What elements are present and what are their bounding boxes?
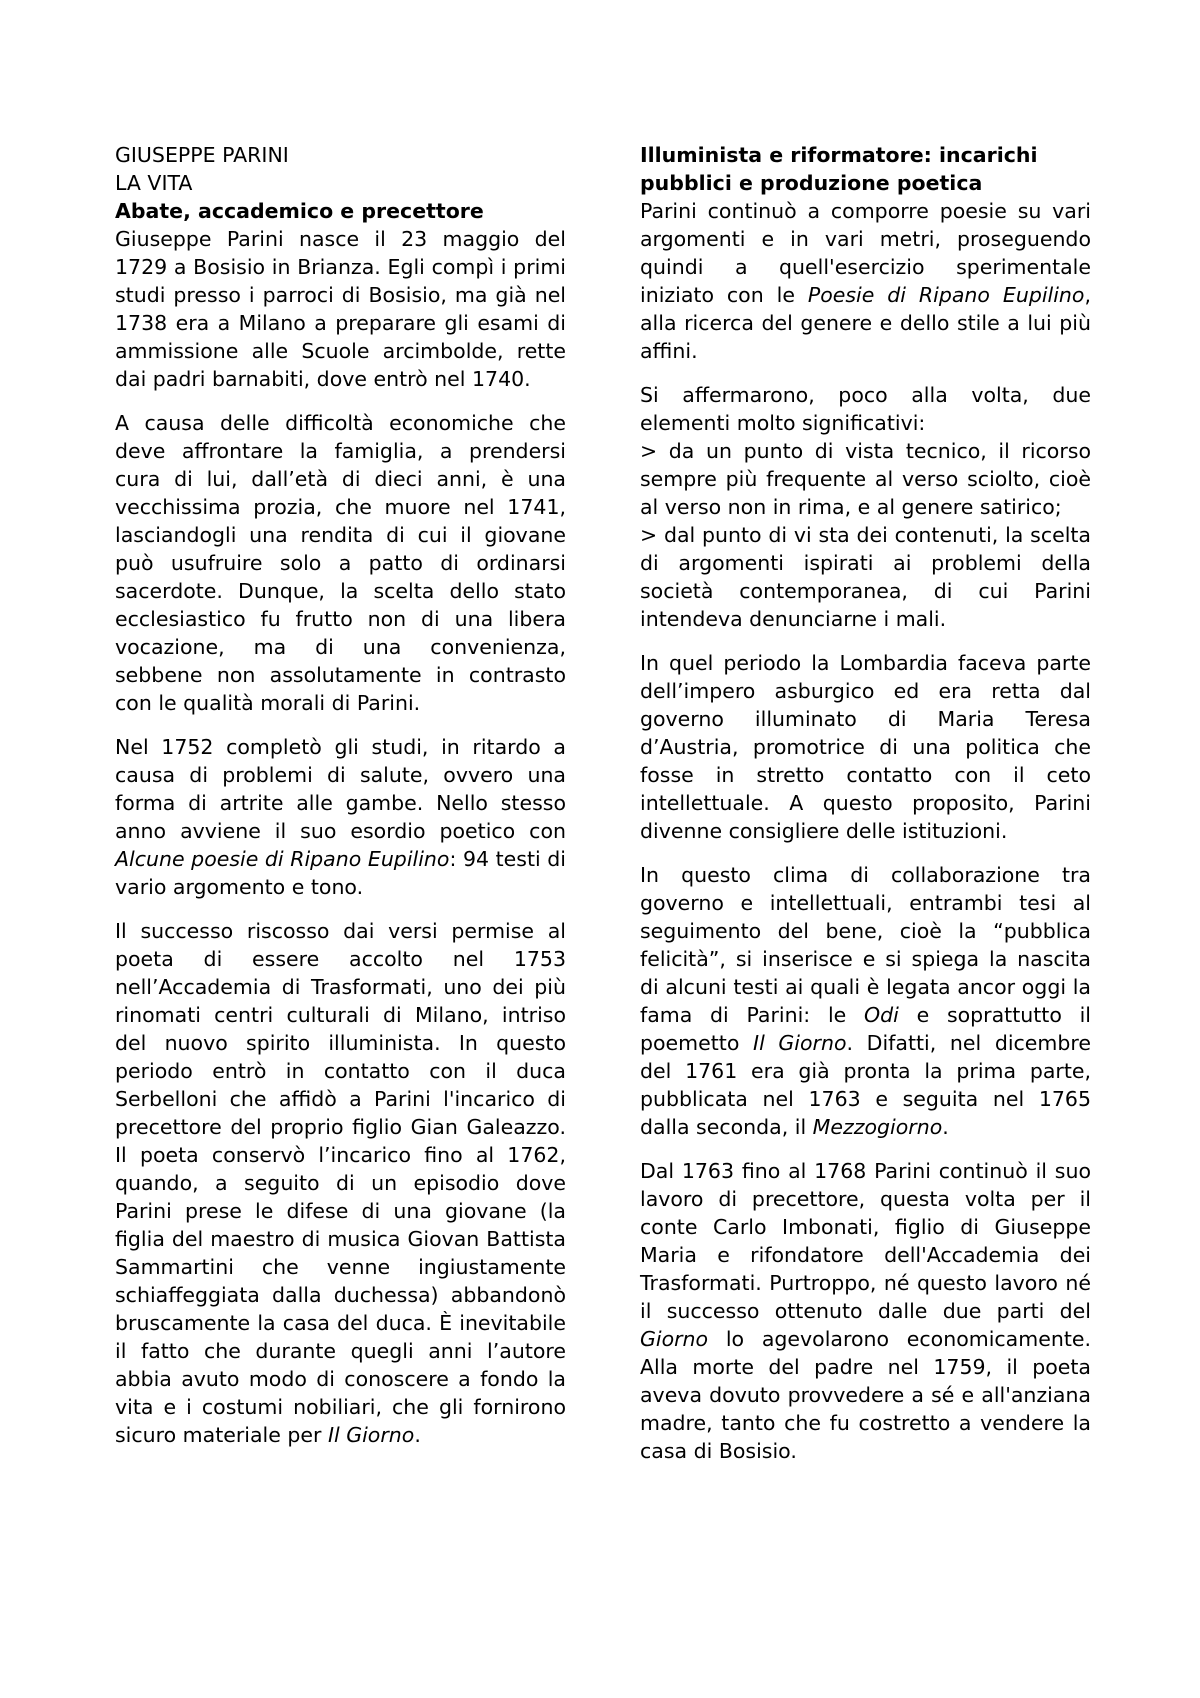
paragraph-imbonati-text-b: lo agevolarono economicamente. Alla morte del padre nel 1759, il poeta aveva dovuto provvedere a sé e all'anziana madre, tanto che fu costretto a vendere la casa di Bosisio.	[640, 1327, 1091, 1463]
paragraph-studies	[115, 733, 566, 901]
paragraph-elementi	[640, 381, 1091, 633]
work-title-mezzogiorno: Mezzogiorno	[812, 1115, 943, 1139]
paragraph-poesie-text-a: Parini continuò a comporre poesie su vari argomenti e in vari metri, proseguendo quindi a quell'esercizio sperimentale iniziato con le	[640, 199, 1091, 307]
document-subtitle: LA VITA	[115, 171, 193, 195]
work-title-il-giorno: Il Giorno	[327, 1423, 415, 1447]
paragraph-birth: Giuseppe Parini nasce il 23 maggio del 1729 a Bosisio in Brianza. Egli compì i primi studi presso i parroci di Bosisio, ma già nel 1738 era a Milano a preparare gli esami di ammissione alle Scuole arcimbolde, rette dai padri barnabiti, dove entrò nel 1740.	[115, 227, 566, 391]
work-title-il-giorno-right: Il Giorno	[753, 1031, 847, 1055]
work-title-alcune-poesie: Alcune poesie di Ripano Eupilino	[115, 847, 450, 871]
right-column	[640, 141, 1091, 1481]
paragraph-poesie-text-b: , alla ricerca del genere e dello stile a lui più affini.	[640, 283, 1091, 363]
paragraph-accademia-text-a: Il successo riscosso dai versi permise al poeta di essere accolto nel 1753 nell’Accademia di Trasformati, uno dei più rinomati centri culturali di Milano, intriso del nuovo spirito illuminista. In questo periodo entrò in contatto con il duca Serbelloni che affidò a Parini l'incarico di precettore del proprio figlio Gian Galeazzo. Il poeta conservò l’incarico fino al 1762, quando, a seguito di un episodio dove Parini prese le difese di una giovane (la figlia del maestro di musica Giovan Battista Sammartini che venne ingiustamente schiaffeggiata dalla duchessa) abbandonò bruscamente la casa del duca. È inevitabile il fatto che durante quegli anni l’autore abbia avuto modo di conoscere a fondo la vita e i costumi nobiliari, che gli fornirono sicuro materiale per	[115, 919, 566, 1447]
paragraph-collaborazione	[640, 861, 1091, 1141]
paragraph-collaborazione-text-d: .	[942, 1115, 949, 1139]
list-item-contenuti: > dal punto di vi sta dei contenuti, la scelta di argomenti ispirati ai problemi della società contemporanea, di cui Parini intendeva denunciarne i mali.	[640, 523, 1091, 631]
paragraph-elementi-intro: Si affermarono, poco alla volta, due elementi molto significativi:	[640, 383, 1091, 435]
paragraph-poesie	[640, 197, 1091, 365]
section-heading-abate: Abate, accademico e precettore	[115, 199, 484, 223]
paragraph-lombardia: In quel periodo la Lombardia faceva parte dell’impero asburgico ed era retta dal governo illuminato di Maria Teresa d’Austria, promotrice di una politica che fosse in stretto contatto con il ceto intellettuale. A questo proposito, Parini divenne consigliere delle istituzioni.	[640, 651, 1091, 843]
section-heading-illuminista: Illuminista e riformatore: incarichi pubblici e produzione poetica	[640, 143, 1038, 195]
paragraph-collaborazione-text-c: . Difatti, nel dicembre del 1761 era già pronta la prima parte, pubblicata nel 1763 e seguita nel 1765 dalla seconda, il	[640, 1031, 1091, 1139]
work-title-poesie-ripano: Poesie di Ripano Eupilino	[807, 283, 1085, 307]
paragraph-family: A causa delle difficoltà economiche che deve affrontare la famiglia, a prendersi cura di lui, dall’età di dieci anni, è una vecchissima prozia, che muore nel 1741, lasciandogli una rendita di cui il giovane può usufruire solo a patto di ordinarsi sacerdote. Dunque, la scelta dello stato ecclesiastico fu frutto non di una libera vocazione, ma di una convenienza, sebbene non assolutamente in contrasto con le qualità morali di Parini.	[115, 411, 566, 715]
work-title-giorno: Giorno	[640, 1327, 709, 1351]
paragraph-collaborazione-text-b: e soprattutto il poemetto	[640, 1003, 1091, 1055]
paragraph-accademia	[115, 917, 566, 1449]
paragraph-collaborazione-text-a: In questo clima di collaborazione tra governo e intellettuali, entrambi tesi al seguimento del bene, cioè la “pubblica felicità”, si inserisce e si spiega la nascita di alcuni testi ai quali è legata ancor oggi la fama di Parini: le	[640, 863, 1091, 1027]
left-column	[115, 141, 566, 1465]
list-item-tecnico: > da un punto di vista tecnico, il ricorso sempre più frequente al verso sciolto, cioè al verso non in rima, e al genere satirico;	[640, 439, 1091, 519]
paragraph-imbonati	[640, 1157, 1091, 1465]
work-title-odi: Odi	[864, 1003, 899, 1027]
paragraph-imbonati-text-a: Dal 1763 fino al 1768 Parini continuò il suo lavoro di precettore, questa volta per il conte Carlo Imbonati, figlio di Giuseppe Maria e rifondatore dell'Accademia dei Trasformati. Purtroppo, né questo lavoro né il successo ottenuto dalle due parti del	[640, 1159, 1091, 1323]
paragraph-studies-text-b: : 94 testi di vario argomento e tono.	[115, 847, 566, 899]
paragraph-studies-text-a: Nel 1752 completò gli studi, in ritardo a causa di problemi di salute, ovvero una forma di artrite alle gambe. Nello stesso anno avviene il suo esordio poetico con	[115, 735, 566, 843]
document-title: GIUSEPPE PARINI	[115, 143, 289, 167]
paragraph-accademia-text-b: .	[414, 1423, 421, 1447]
